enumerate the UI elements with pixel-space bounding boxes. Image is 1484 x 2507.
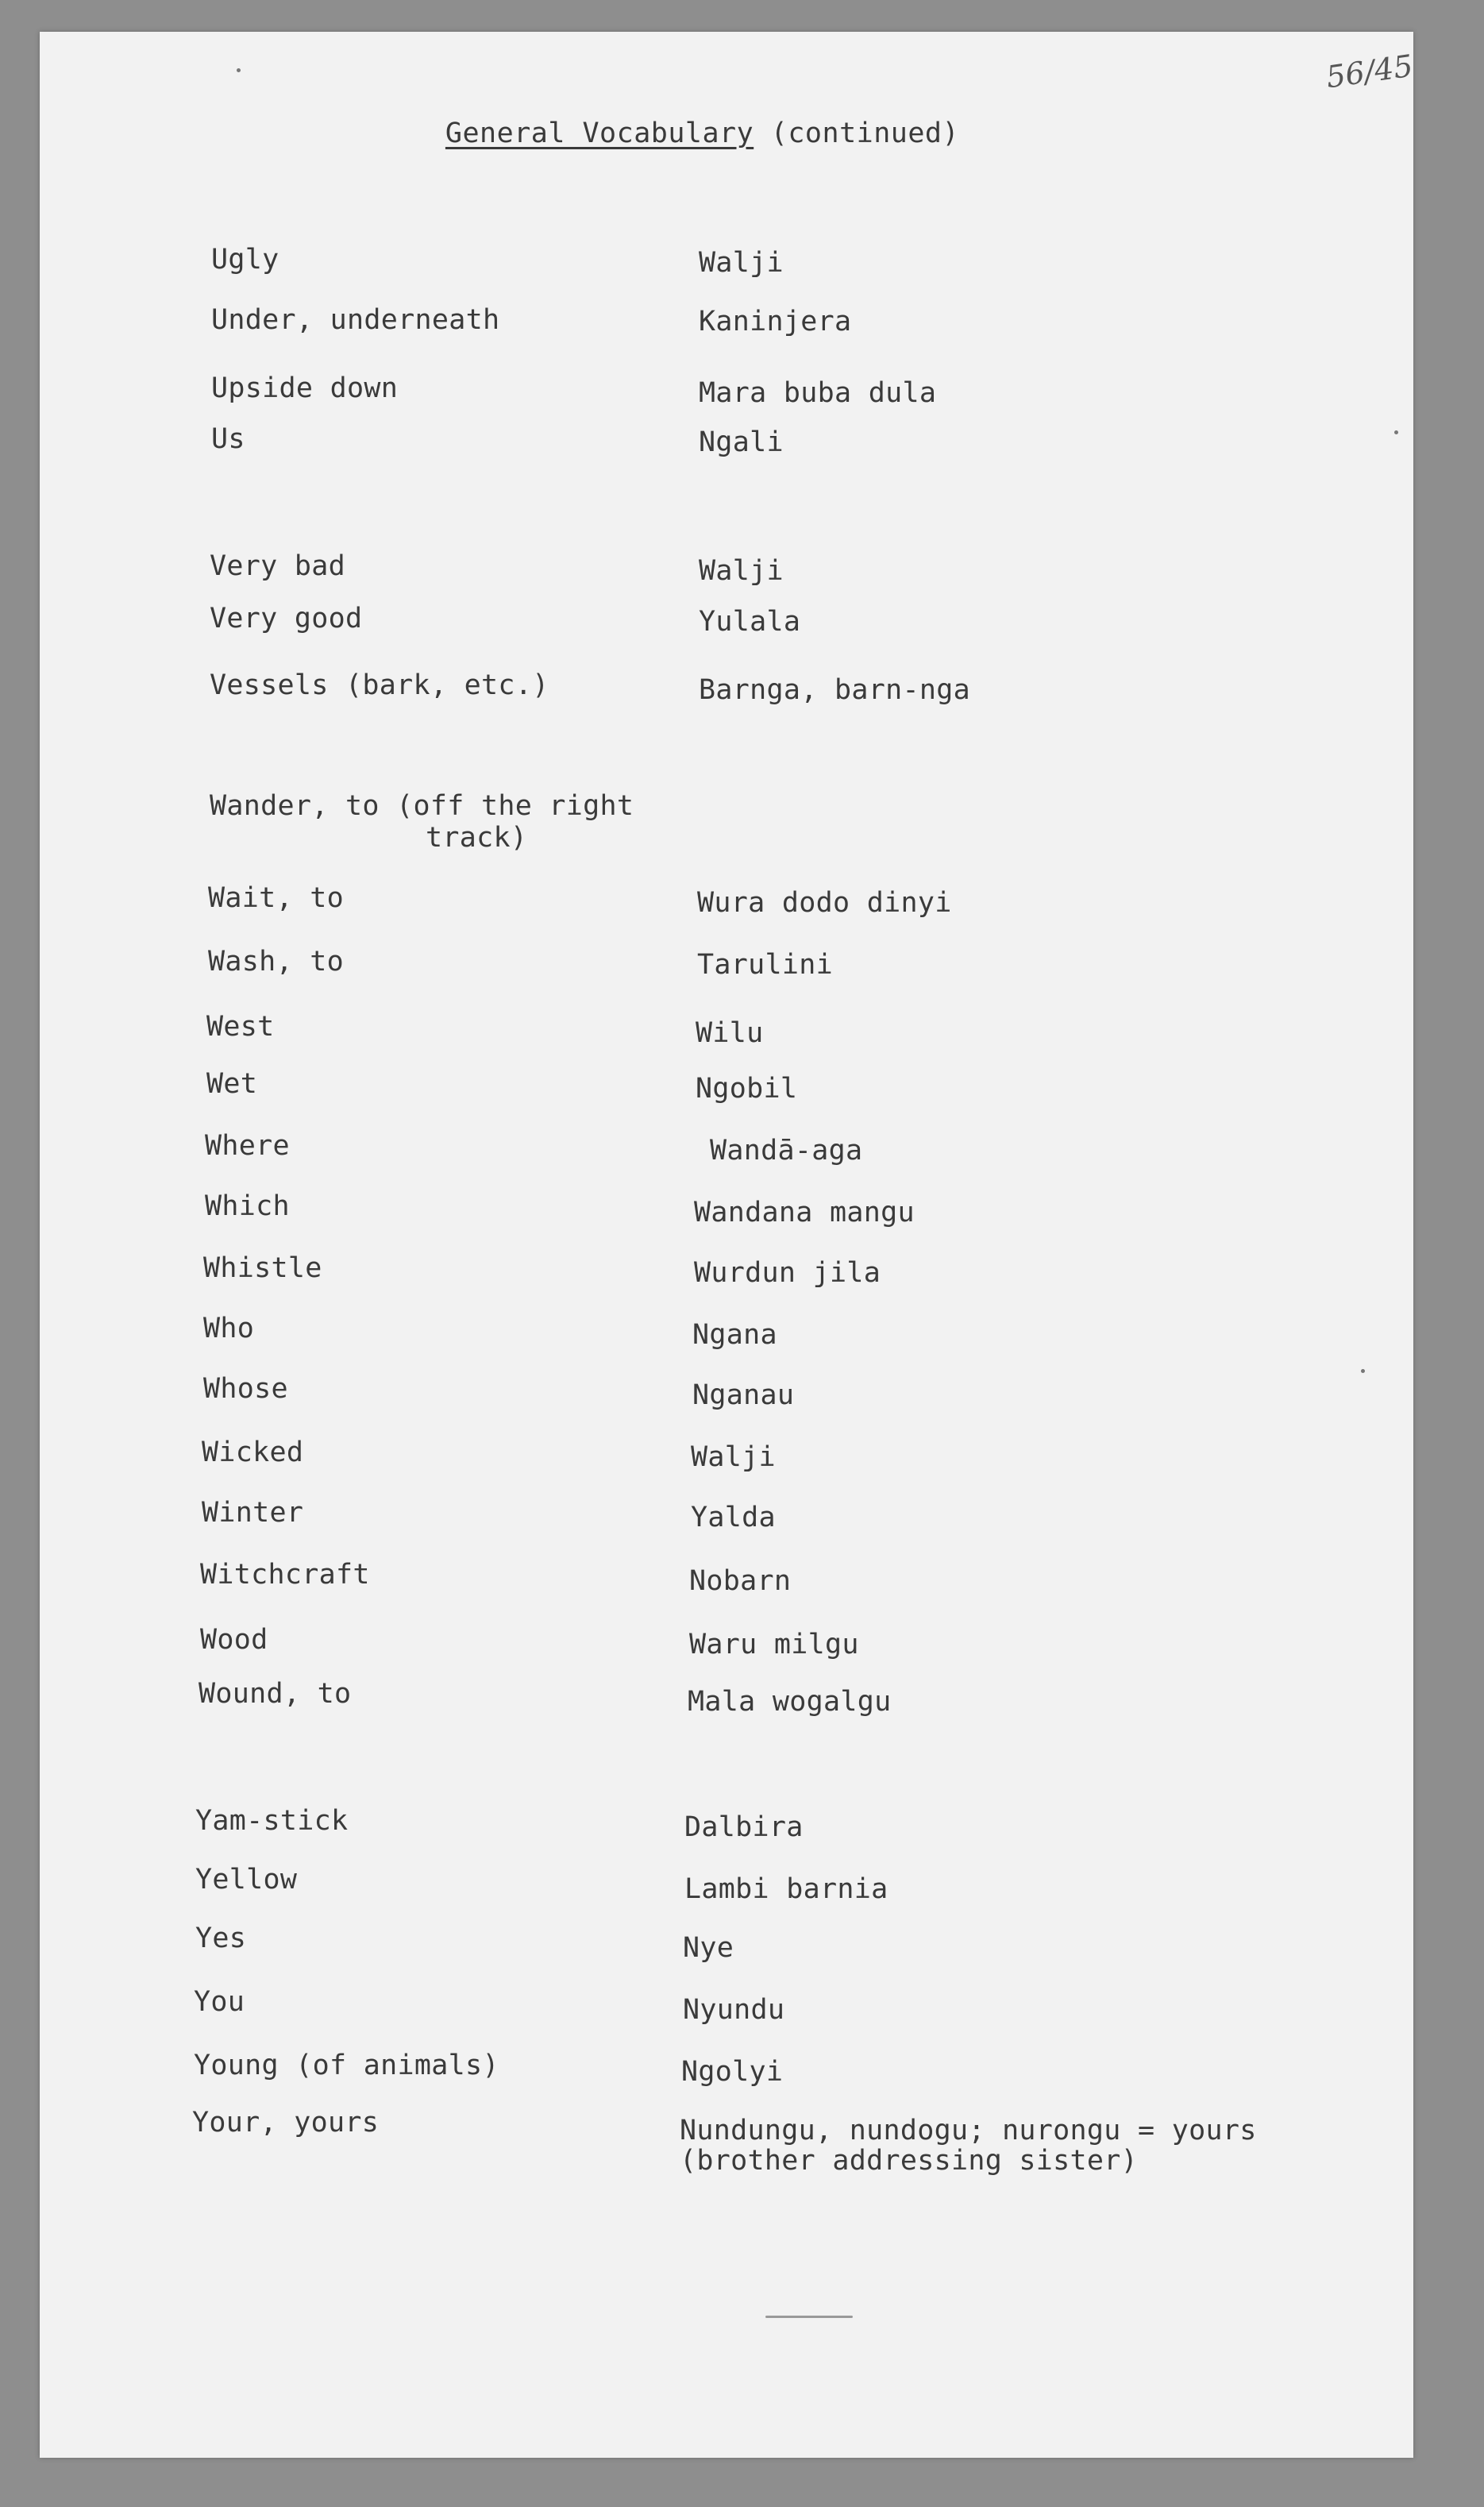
- entry-native: Ngana: [692, 1319, 777, 1351]
- entry-native: Waru milgu: [689, 1629, 859, 1660]
- entry-english: Wash, to: [208, 946, 344, 978]
- entry-english: Wound, to: [199, 1678, 352, 1710]
- entry-native: Yulala: [699, 606, 801, 638]
- entry-english: Whistle: [203, 1252, 322, 1284]
- entry-native: Lambi barnia: [684, 1873, 888, 1905]
- title-main: General Vocabulary: [445, 118, 754, 149]
- entry-english: Very good: [210, 603, 363, 634]
- entry-native: Wandā-aga: [710, 1135, 863, 1167]
- entry-native: Dalbira: [684, 1811, 804, 1843]
- entry-english: Young (of animals): [194, 2050, 499, 2081]
- paper-speck: [237, 68, 241, 72]
- entry-native: Walji: [699, 247, 784, 279]
- paper-mark: [765, 2316, 853, 2318]
- paper-speck: [1394, 430, 1398, 434]
- entry-english: Winter: [202, 1497, 304, 1529]
- entry-native-continuation: (brother addressing sister): [680, 2145, 1139, 2177]
- page-number: 56/45: [1324, 48, 1416, 95]
- entry-english: Yellow: [195, 1864, 298, 1896]
- entry-english: Where: [205, 1130, 290, 1162]
- entry-native: Nyundu: [683, 1994, 785, 2026]
- entry-native: Nye: [683, 1932, 734, 1964]
- entry-english: Which: [205, 1190, 290, 1222]
- entry-english: Wander, to (off the right: [210, 790, 634, 822]
- entry-english: West: [206, 1011, 275, 1043]
- entry-native: Yalda: [691, 1502, 776, 1533]
- entry-native: Nobarn: [689, 1565, 792, 1597]
- entry-english: Wet: [206, 1068, 258, 1100]
- entry-english: Wicked: [202, 1437, 304, 1468]
- entry-native: Wandana mangu: [694, 1197, 915, 1228]
- entry-native: Nundungu, nundogu; nurongu = yours: [680, 2115, 1257, 2146]
- entry-native: Mala wogalgu: [688, 1686, 892, 1718]
- entry-native: Wura dodo dinyi: [697, 887, 952, 919]
- entry-english: Your, yours: [192, 2107, 380, 2139]
- entry-native: Nganau: [692, 1379, 795, 1411]
- entry-native: Tarulini: [697, 949, 833, 981]
- entry-native: Ngolyi: [681, 2056, 784, 2088]
- entry-native: Ngobil: [696, 1073, 798, 1105]
- entry-english: Vessels (bark, etc.): [210, 669, 549, 701]
- entry-english: Under, underneath: [211, 304, 500, 336]
- entry-english: Very bad: [210, 550, 345, 582]
- entry-native: Wurdun jila: [694, 1257, 881, 1289]
- entry-english: Wait, to: [208, 882, 344, 914]
- entry-english: Who: [203, 1313, 255, 1344]
- entry-english-continuation: track): [426, 822, 528, 854]
- entry-native: Walji: [691, 1441, 776, 1473]
- title-suffix: (continued): [770, 118, 960, 149]
- entry-native: Wilu: [696, 1017, 764, 1049]
- entry-english: Whose: [203, 1373, 288, 1405]
- paper-speck: [1361, 1369, 1365, 1373]
- page-title: [40, 118, 1365, 149]
- entry-native: Mara buba dula: [699, 377, 937, 409]
- entry-english: You: [194, 1986, 245, 2018]
- entry-english: Upside down: [211, 372, 399, 404]
- entry-native: Kaninjera: [699, 306, 852, 337]
- entry-native: Barnga, barn-nga: [699, 674, 970, 706]
- entry-native: Walji: [699, 555, 784, 587]
- entry-english: Yam-stick: [195, 1805, 349, 1837]
- entry-english: Witchcraft: [200, 1559, 370, 1591]
- entry-english: Yes: [195, 1923, 247, 1954]
- entry-english: Wood: [200, 1624, 268, 1656]
- document-page: [40, 32, 1416, 2458]
- entry-english: Us: [211, 423, 245, 455]
- entry-english: Ugly: [211, 244, 279, 276]
- entry-native: Ngali: [699, 426, 784, 458]
